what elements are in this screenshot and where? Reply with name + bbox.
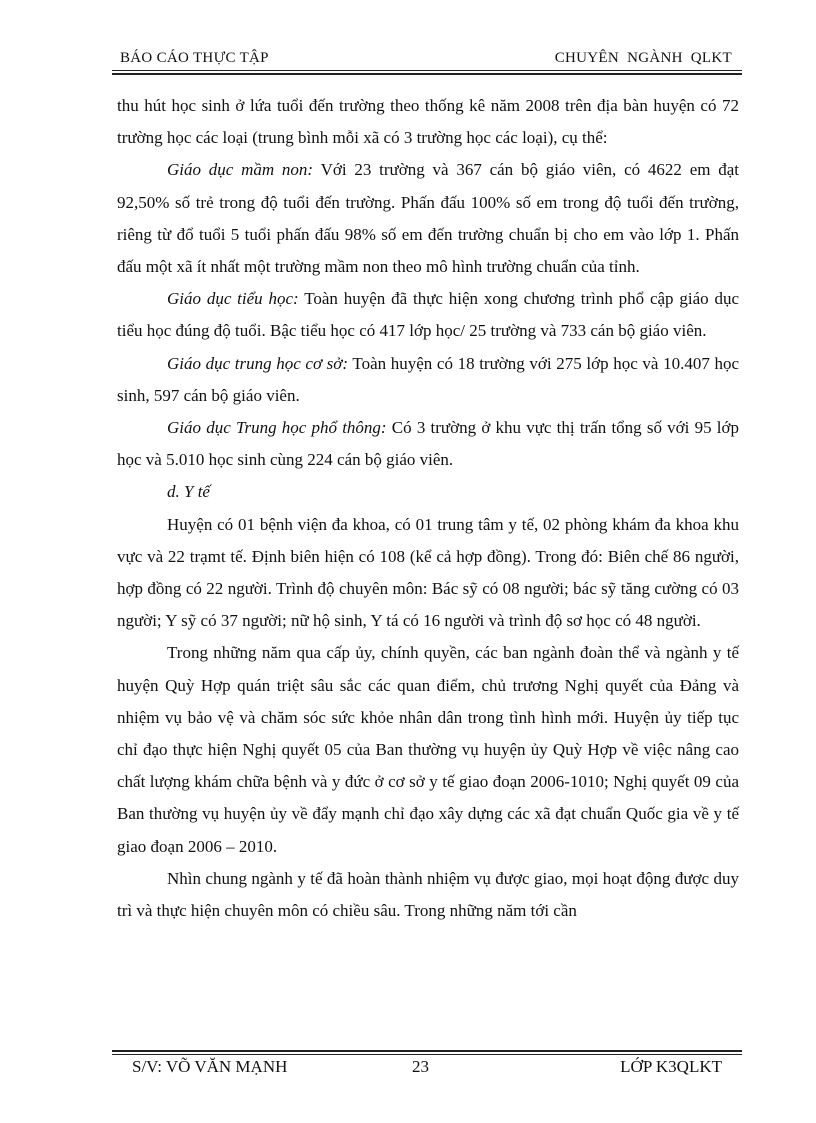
paragraph-preschool: [117, 154, 739, 283]
primary-text: Toàn huyện đã thực hiện xong chương trình phổ cập giáo dục tiểu học đúng độ tuổi. Bậc tiểu học có 417 lớp học/ 25 trường và 733 cán bộ giáo viên.: [117, 289, 739, 341]
header-rule-thick: [112, 73, 742, 75]
lower-secondary-text: Toàn huyện có 18 trường với 275 lớp học và 10.407 học sinh, 597 cán bộ giáo viên.: [117, 353, 739, 405]
footer-class-name: LỚP K3QLKT: [620, 1057, 722, 1076]
paragraph-intro: thu hút học sinh ở lứa tuổi đến trường theo thống kê năm 2008 trên địa bàn huyện có 72 trường học các loại (trung bình mỗi xã có 3 trường học các loại), cụ thể:: [117, 96, 739, 148]
header-major-title: CHUYÊN NGÀNH QLKT: [554, 50, 732, 66]
paragraph-health-facilities: Huyện có 01 bệnh viện đa khoa, có 01 trung tâm y tế, 02 phòng khám đa khoa khu vực và 22 trạmt tế. Định biên hiện có 108 (kể cả hợp đồng). Trong đó: Biên chế 86 người, hợp đồng có 22 người. Trình độ chuyên môn: Bác sỹ có 08 người; bác sỹ tăng cường có 03 người; Y sỹ có 37 người; nữ hộ sinh, Y tá có 16 người và trình độ sơ học có 48 người.: [117, 514, 739, 631]
header-report-title: BÁO CÁO THỰC TẬP: [120, 50, 269, 66]
lower-secondary-lead: Giáo dục trung học cơ sở:: [167, 353, 349, 373]
primary-lead: Giáo dục tiểu học:: [167, 289, 299, 309]
paragraph-lower-secondary: [117, 348, 739, 412]
paragraph-health-policy: Trong những năm qua cấp ủy, chính quyền, các ban ngành đoàn thể và ngành y tế huyện Quỳ Hợp quán triệt sâu sắc các quan điểm, chủ trương Nghị quyết của Đảng và nhiệm vụ bảo vệ và chăm sóc sức khỏe nhân dân trong tình hình mới. Huyện ủy tiếp tục chỉ đạo thực hiện Nghị quyết 05 của Ban thường vụ huyện ủy Quỳ Hợp về việc nâng cao chất lượng khám chữa bệnh và y đức ở cơ sở y tế giao đoạn 2006-1010; Nghị quyết 09 của Ban thường vụ huyện ủy về đẩy mạnh chỉ đạo xây dựng các xã đạt chuẩn Quốc gia về y tế giao đoạn 2006 – 2010.: [117, 643, 739, 856]
upper-secondary-text: Có 3 trường ở khu vực thị trấn tổng số với 95 lớp học và 5.010 học sinh cùng 224 cán bộ giáo viên.: [117, 418, 739, 470]
footer-rule-thin: [112, 1054, 742, 1055]
preschool-lead: Giáo dục mầm non:: [167, 160, 314, 180]
footer-student-name: S/V: VÕ VĂN MẠNH: [132, 1057, 288, 1076]
paragraph-health-summary: Nhìn chung ngành y tế đã hoàn thành nhiệm vụ được giao, mọi hoạt động được duy trì và thực hiện chuyên môn có chiều sâu. Trong những năm tới cần: [117, 868, 739, 921]
page-footer: [112, 1056, 742, 1080]
document-body: [117, 90, 739, 927]
paragraph-upper-secondary: [117, 412, 739, 476]
section-heading-health: d. Y tế: [167, 482, 210, 502]
page-header: [112, 48, 742, 70]
header-rule-thin: [112, 70, 742, 71]
paragraph-primary: [117, 283, 739, 347]
upper-secondary-lead: Giáo dục Trung học phổ thông:: [167, 418, 387, 438]
preschool-text: Với 23 trường và 367 cán bộ giáo viên, có 4622 em đạt 92,50% số trẻ trong độ tuổi đến trường. Phấn đấu 100% số em trong độ tuổi đến trường, riêng từ đổ tuổi 5 tuổi phấn đấu 98% số em đến trường chuẩn bị cho em vào lớp 1. Phấn đấu một xã ít nhất một trường mầm non theo mô hình trường chuẩn của tỉnh.: [117, 160, 740, 277]
footer-page-number: 23: [412, 1057, 429, 1076]
footer-rule-thick: [112, 1050, 742, 1052]
